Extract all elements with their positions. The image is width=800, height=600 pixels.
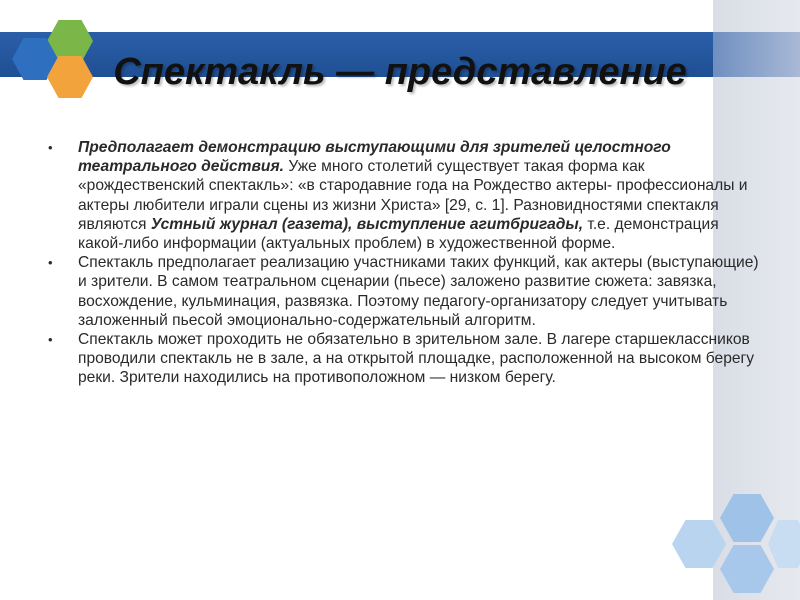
body-text: т.е. демонстрация какой-либо информации (актуальных проблем) в художественной форме. (78, 215, 719, 253)
bullet-icon: • (48, 332, 53, 348)
bullet-list (48, 138, 764, 388)
bullet-item (48, 330, 764, 388)
body-text: Спектакль предполагает реализацию участниками таких функций, как актеры (выступающие) и зрители. В самом театральном сценарии (пьесе) заложено развитие сюжета: завязка, восхождение, кульминация, развязка. Поэтому педагогу-организатору следует учитывать заложенный пьесой эмоционально-содержательный алгоритм. (78, 254, 759, 329)
slide-title: Спектакль — представление (113, 51, 687, 93)
bullet-icon: • (48, 255, 53, 271)
bullet-icon: • (48, 140, 53, 155)
bullet-item (48, 138, 764, 253)
body-text: Спектакль может проходить не обязательно в зрительном зале. В лагере старшеклассников проводили спектакль не в зале, а на открытой площадке, расположенной на высоком берегу реки. Зрители находились на противоположном — низком берегу. (78, 331, 755, 387)
body-text: Уже много столетий существует такая форма как «рождественский спектакль»: «в стародавние года на Рождество актеры- профессионалы и актеры любители играли сцены из жизни Христа» [29, с. 1]. Разновидностями спектакля являются (78, 158, 748, 233)
emphasized-text: Устный журнал (газета), выступление агитбригады, (150, 215, 584, 233)
emphasized-text: Предполагает демонстрацию выступающими для зрителей целостного театрального действия. (78, 139, 671, 176)
bullet-item (48, 253, 764, 330)
